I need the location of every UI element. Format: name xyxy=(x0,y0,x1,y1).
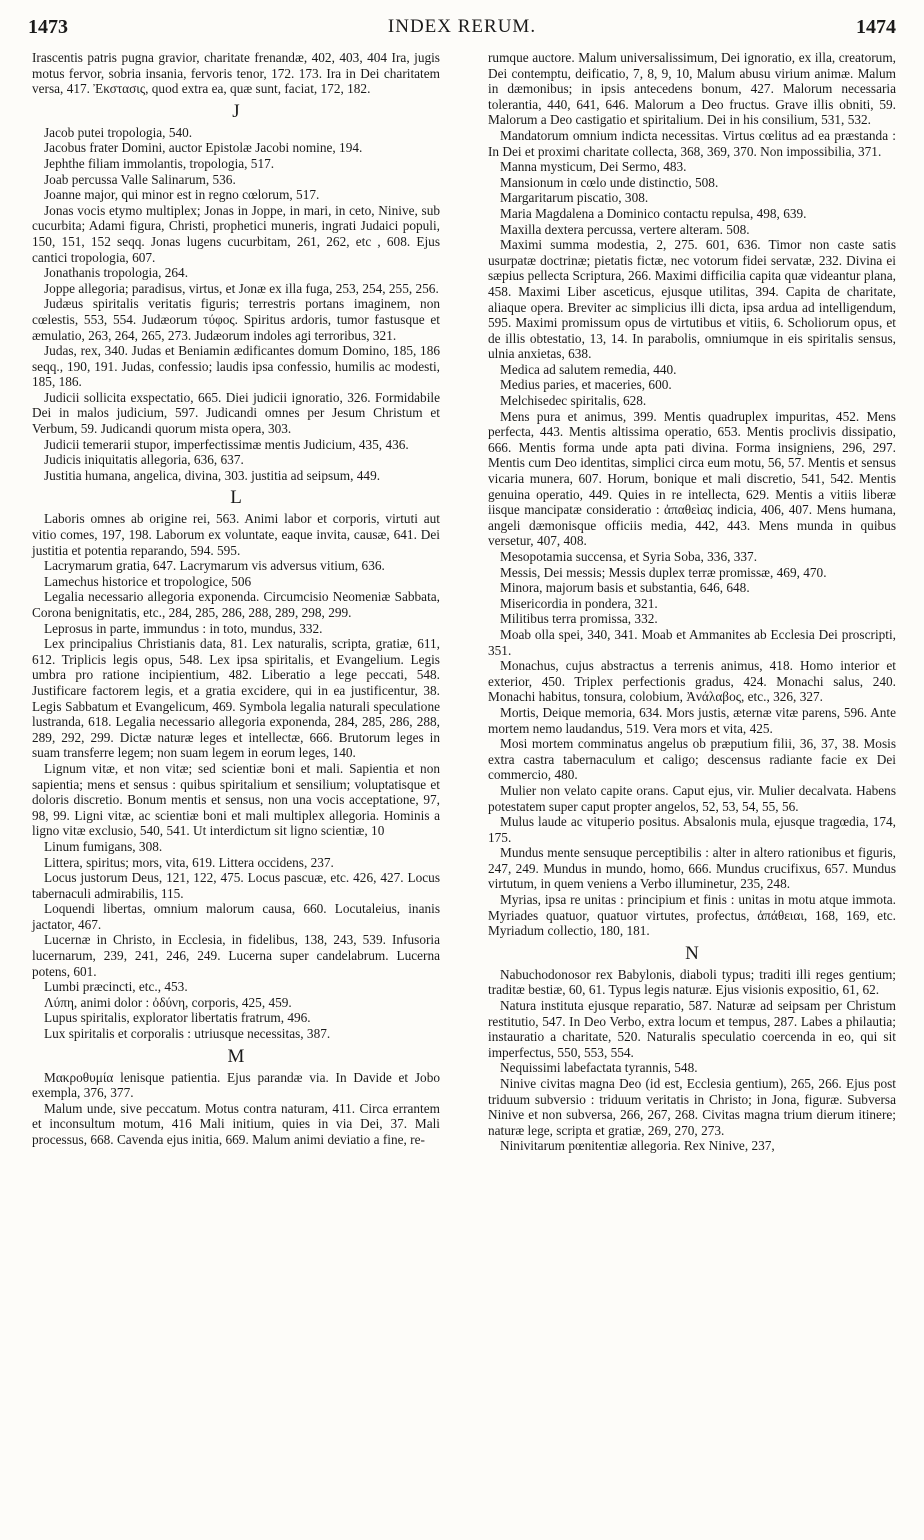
page-number-right: 1474 xyxy=(856,16,896,38)
index-entry: Maria Magdalena a Dominico contactu repulsa, 498, 639. xyxy=(500,205,807,221)
index-entry: Mansionum in cœlo unde distinctio, 508. xyxy=(500,174,719,190)
index-entry: Lupus spiritalis, explorator libertatis fratrum, 496. xyxy=(44,1010,311,1026)
index-entry: Manna mysticum, Dei Sermo, 483. xyxy=(500,159,687,175)
index-entry: Joab percussa Valle Salinarum, 536. xyxy=(44,171,236,187)
index-entry: Joppe allegoria; paradisus, virtus, et Jonæ ex illa fuga, 253, 254, 255, 256. xyxy=(44,280,439,296)
index-entry: Minora, majorum basis et substantia, 646, 648. xyxy=(500,580,750,596)
index-entry: Μακροθυμία lenisque patientia. Ejus parandæ via. In Davide et Jobo exempla, 376, 377. xyxy=(32,1069,440,1101)
index-entry: Jonas vocis etymo multiplex; Jonas in Joppe, in mari, in ceto, Ninive, sub cucurbita; Adami figura, Christi, prophetici muneris, ingrati Judaici populi, 150, 151, 152 seqq. Jonas lugens cucurbitam, 261, 262, etc , 608. Ejus cantici tropologia, 607. xyxy=(32,202,440,265)
index-entry: Medius paries, et maceries, 600. xyxy=(500,377,672,393)
index-entry: Jacobus frater Domini, auctor Epistolæ Jacobi nomine, 194. xyxy=(44,140,363,156)
index-entry: Jacob putei tropologia, 540. xyxy=(44,124,193,140)
index-entry: Ninive civitas magna Deo (id est, Ecclesia gentium), 265, 266. Ejus post triduum subversio : triduum veritatis in Christo; in Jona, figuræ. Subversa Ninive et non subversa, 266, 267, 268. Civitas magna trium dierum itinere; naturæ lege, scripta et gratiæ, 269, 270, 273. xyxy=(488,1076,896,1138)
index-entry: Melchisedec spiritalis, 628. xyxy=(500,393,647,409)
section-letter: M xyxy=(227,1045,245,1067)
index-entry: Mesopotamia succensa, et Syria Soba, 336, 337. xyxy=(500,549,758,564)
index-entry: Jephthe filiam immolantis, tropologia, 517. xyxy=(44,155,275,171)
index-entry: Mundus mente sensuque perceptibilis : alter in altero rationibus et figuris, 247, 249. Mundus in mundo, homo, 666. Mundus crucifixus, 657. Mundus virtutum, in quem veniens a Verbo illuminetur, 235, 248. xyxy=(488,845,896,892)
index-entry: Justitia humana, angelica, divina, 303. justitia ad seipsum, 449. xyxy=(44,467,381,483)
index-entry: Linum fumigans, 308. xyxy=(44,838,163,854)
index-entry: Locus justorum Deus, 121, 122, 475. Locus pascuæ, etc. 426, 427. Locus tabernaculi admirabilis, 115. xyxy=(32,870,440,901)
index-entry: Leprosus in parte, immundus : in toto, mundus, 332. xyxy=(44,620,323,636)
index-entry: Lux spiritalis et corporalis : utriusque necessitas, 387. xyxy=(44,1026,331,1042)
index-entry: Mandatorum omnium indicta necessitas. Virtus cœlitus ad ea præstanda : In Dei et proximi charitate collecta, 368, 369, 370. Non impossibilia, 371. xyxy=(488,127,896,159)
index-entry: Judæus spiritalis veritatis figuris; terrestris portans imaginem, non cœlestis, 553, 554. Judæorum τύφος. Spiritus ardoris, tumor fastusque et æmulatio, 263, 264, 265, 273. Judæorum indoles agi terroribus, 321. xyxy=(32,296,440,343)
index-entry: Judas, rex, 340. Judas et Beniamin ædificantes domum Domino, 185, 186 seqq., 190, 191. Judas, confessio; laudis ipsa confessio, humilis ac modesti, 185, 186. xyxy=(32,343,440,390)
index-entry: Ninivitarum pœnitentiæ allegoria. Rex Ninive, 237, xyxy=(500,1138,775,1154)
index-entry: Mulier non velato capite orans. Caput ejus, vir. Mulier decalvata. Habens potestatem super caput propter angelos, 52, 53, 54, 55, 56. xyxy=(488,782,896,814)
index-entry-continued: rumque auctore. Malum universalissimum, Dei ignoratio, ex illa, creatorum, Dei contemptu, deificatio, 7, 8, 9, 10, Malum abusu virium animæ. Malum in dæmonibus; in ipsis antecedens bonum, 427. Malorum necessaria tolerantia, 440, 641, 646. Malorum a Deo fructus. Grave illis obniti, 59. Malorum a Deo castigatio et spiritalium. Dei in his consilium, 531, 532. xyxy=(488,50,896,128)
index-entry-continued: Irascentis patris pugna gravior, charitate frenandæ, 402, 403, 404 Ira, jugis motus fervor, sobria insania, fervoris tenor, 172. 173. Ira in Dei charitatem versa, 417. Ἐκστασις, quod extra ea, quæ sunt, faciat, 172, 182. xyxy=(32,50,440,97)
index-entry: Maximi summa modestia, 2, 275. 601, 636. Timor non caste satis usurpatæ doctrinæ; pietatis fictæ, nec votorum fidei servatæ, 232. Divina ei sæpius pellecta Scriptura, 266. Maximi difficilia capita quæ videantur plana, 458. Maximi Liber asceticus, ejusque utilitas, 394. Capita de charitate, aliaque opera. Breviter ac simplicius illi dicta, ipsa ardua ad intelligendum, 595. Maximi promissum opus de virtutibus et vitiis, 6. Scholiorum opus, et de illis obtestatio, 13, 14. In parabolis, omniumque in eis spiritalis sensus, ulnia anxietas, 638. xyxy=(488,237,896,362)
index-entry: Mulus laude ac vituperio positus. Absalonis mula, ejusque tragœdia, 174, 175. xyxy=(488,814,896,845)
index-entry: Moab olla spei, 340, 341. Moab et Ammanites ab Ecclesia Dei proscripti, 351. xyxy=(488,626,896,658)
index-entry: Judicii sollicita exspectatio, 665. Diei judicii ignoratio, 326. Formidabile Dei in malos judicium, 597. Judicandi omnes per Jesum Christum et Verbum, 59. Judicandi quorum mista opera, 303. xyxy=(32,389,440,437)
index-entry: Joanne major, qui minor est in regno cœlorum, 517. xyxy=(44,187,320,203)
index-entry: Judicii temerarii stupor, imperfectissimæ mentis Judicium, 435, 436. xyxy=(44,436,409,452)
index-entry: Judicis iniquitatis allegoria, 636, 637. xyxy=(44,452,244,468)
section-letter: L xyxy=(230,487,242,509)
index-entry: Nabuchodonosor rex Babylonis, diaboli typus; traditi illi reges gentium; traditæ bestiæ, 60, 61. Typus legis naturæ. Ejus visionis expositio, 61, 62. xyxy=(488,966,896,998)
index-entry: Margaritarum piscatio, 308. xyxy=(500,190,649,206)
index-entry: Lumbi præcincti, etc., 453. xyxy=(44,979,188,995)
index-entry: Maxilla dextera percussa, vertere alteram. 508. xyxy=(500,221,750,237)
index-entry: Lignum vitæ, et non vitæ; sed scientiæ boni et mali. Sapientia et non sapientia; mens et sensus : quibus spiritalium et sensilium; voluptatisque et doloris discretio. Bonum mentis et sensus, non una vocis acceptatione, 97, 98, 99. Ligni vitæ, ac scientiæ boni et mali multiplex allegoria. Hominis a ligno vitæ exclusio, 540, 541. Ut interdictum sit ligno scientiæ, 10 xyxy=(32,760,440,839)
index-entry: Medica ad salutem remedia, 440. xyxy=(500,361,677,377)
index-entry: Militibus terra promissa, 332. xyxy=(500,611,658,627)
page-header xyxy=(28,12,896,46)
index-entry: Jonathanis tropologia, 264. xyxy=(44,265,189,281)
index-entry: Monachus, cujus abstractus a terrenis animus, 418. Homo interior et exterior, 450. Triplex perfectionis gradus, 424. Monachi salus, 240. Monachi habitus, tonsura, colobium, Ἀνάλαβος, etc., 326, 327. xyxy=(488,658,896,705)
index-entry: Λύπη, animi dolor : ὀδύνη, corporis, 425, 459. xyxy=(44,994,292,1010)
section-letter: J xyxy=(232,100,240,122)
index-entry: Lamechus historice et tropologice, 506 xyxy=(44,573,252,589)
index-entry: Lucernæ in Christo, in Ecclesia, in fidelibus, 138, 243, 539. Infusoria lucernarum, 239, 241, 246, 249. Lucerna super candelabrum. Lucerna potens, 601. xyxy=(32,932,440,979)
index-entry: Lex principalius Christianis data, 81. Lex naturalis, scripta, gratiæ, 611, 612. Triplicis legis opus, 548. Lex ipsa spiritalis, et Evangelium. Legis umbra pro ratione incipientium, 482. Liberatio a lege peccati, 548. Justificare factorem legis, et a gratia excidere, qui in ea justificentur, 38. Legis Sabbatum et Evangelicum, 469. Symbola legalia naturali speculatione lustranda, 618. Legalia necessario allegoria exponenda, 284, 285, 286, 288, 289, 292, 299. Dictæ naturæ leges et intellectæ, 666. Brutorum leges in suam transferre legem; non suam legem in eorum leges, 140. xyxy=(32,636,440,761)
index-entry: Legalia necessario allegoria exponenda. Circumcisio Neomeniæ Sabbata, Corona benignitatis, etc., 284, 285, 286, 288, 289, 298, 299. xyxy=(32,589,440,620)
index-entry: Misericordia in pondera, 321. xyxy=(500,595,658,611)
index-entry: Mosi mortem comminatus angelus ob præputium filii, 36, 37, 38. Mosis extra castra tabernaculum et caligo; descensus radiante facie ex Dei commercio, 480. xyxy=(488,736,896,783)
running-title: INDEX RERUM. xyxy=(387,16,537,37)
index-entry: Myrias, ipsa re unitas : principium et finis : unitas in motu atque immota. Myriades quatuor, quatuor virtutes, profectus, ἀπάθειαι, 168, 169, etc. Myriadum collectio, 180, 181. xyxy=(488,892,896,939)
index-entry: Messis, Dei messis; Messis duplex terræ promissæ, 469, 470. xyxy=(500,564,827,580)
index-entry: Mortis, Deique memoria, 634. Mors justis, æternæ vitæ parens, 596. Ante mortem nemo laudandus, 519. Vera mors et vita, 425. xyxy=(488,704,896,736)
index-entry: Loquendi libertas, omnium malorum causa, 660. Locutaleius, inanis jactator, 467. xyxy=(32,901,440,932)
index-entry: Mens pura et animus, 399. Mentis quadruplex impuritas, 452. Mens perfecta, 443. Mentis altissima operatio, 653. Mentis proclivis dissipatio, 666. Mentis forma unde apta pati divina. Forma insigniens, 296, 297. Mentis cum Deo identitas, simplici circa eum motu, 56, 57. Mentis et sensus vicaria munera, 607. Horum, bonique et mali discretio, 541, 542. Mentis genuina operatio, 449. Quies in re intellecta, 629. Mentis a vitiis liberæ iisque mancipatæ consideratio : ἀπαθεὶας indicia, 406, 407. Mens humana, angeli dæmonisque officiis media, 442, 443. Mens munda in quibus versetur, 407, 408. xyxy=(488,408,896,549)
section-letter: N xyxy=(685,942,699,964)
left-column xyxy=(32,50,440,1148)
index-entry: Laboris omnes ab origine rei, 563. Animi labor et corporis, virtuti aut vitio comes, 197, 198. Laborum ex voluntate, eaque invita, causæ, 641. Dei justitia et potentia reparando, 594. 595. xyxy=(32,511,440,558)
right-column xyxy=(488,50,896,1154)
page-number-left: 1473 xyxy=(28,16,68,38)
index-entry: Natura instituta ejusque reparatio, 587. Naturæ ad seipsam per Christum restitutio, 547. In Deo Verbo, extra locum et tempus, 287. Labes a philautia; instauratio a charitate, 520. Naturalis speculatio coercenda in eo, qui sit imperfectus, 550, 553, 554. xyxy=(488,998,896,1060)
index-entry: Lacrymarum gratia, 647. Lacrymarum vis adversus vitium, 636. xyxy=(44,558,385,574)
index-entry: Littera, spiritus; mors, vita, 619. Littera occidens, 237. xyxy=(44,854,334,870)
index-entry: Malum unde, sive peccatum. Motus contra naturam, 411. Circa errantem et inconsultum motum, 416 Mali initium, quies in via Dei, 37. Mali processus, 668. Cavenda ejus initia, 669. Malum animi deviatio a fine, re- xyxy=(32,1100,440,1147)
index-entry: Nequissimi labefactata tyrannis, 548. xyxy=(500,1060,698,1076)
